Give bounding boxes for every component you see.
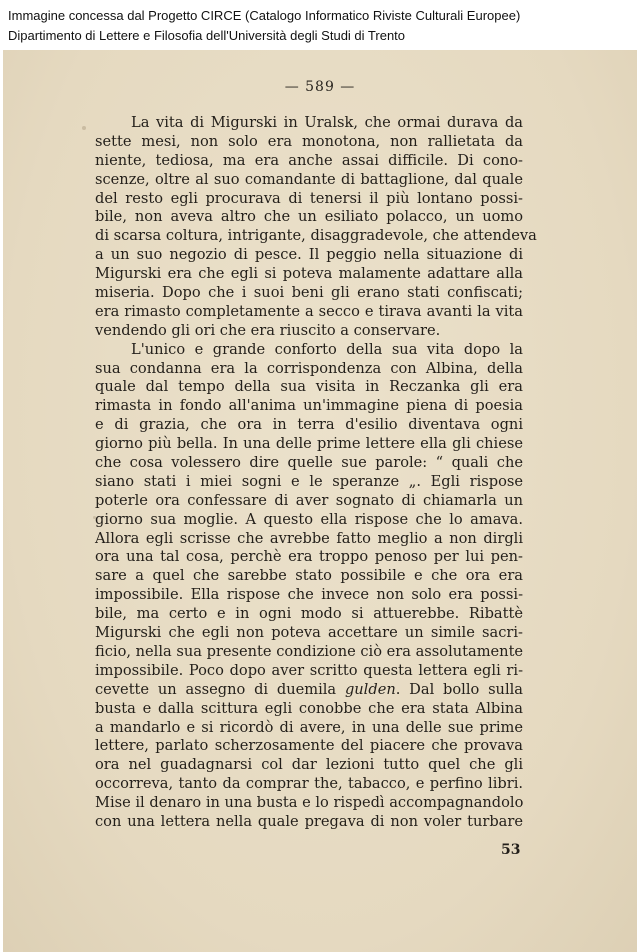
source-banner <box>0 0 640 50</box>
text-line: di scarsa coltura, intrigante, disaggradevole, che attendeva <box>95 227 537 245</box>
text-line: Mise il denaro in una busta e lo rispedì accompagnandolo <box>95 794 524 812</box>
text-line: che cosa volessero dire quelle sue parole: “ quali che <box>95 454 523 472</box>
text-line: La vita di Migurski in Uralsk, che ormai durava da <box>131 114 523 131</box>
text-line: con una lettera nella quale pregava di non voler turbare <box>95 812 523 830</box>
page-footer-number: 53 <box>501 842 521 858</box>
text-line: quale dal tempo della sua visita in Reczanka gli era <box>95 378 523 396</box>
text-line: ora una tal cosa, perchè era troppo penoso per lui pen- <box>95 548 523 566</box>
text-line: sare a quel che sarebbe stato possibile e che ora era <box>95 567 523 585</box>
text-segment: cevette un assegno di duemila <box>95 680 337 698</box>
text-line: busta e dalla scittura egli conobbe che era stata Albina <box>95 699 523 717</box>
text-line: scenze, oltre al suo comandante di battaglione, dal quale <box>95 170 523 188</box>
text-line: L'unico e grande conforto della sua vita dopo la <box>131 340 523 358</box>
text-line-with-italic <box>95 681 523 700</box>
banner-line-2: Dipartimento di Lettere e Filosofia dell'Università degli Studi di Trento <box>8 28 406 43</box>
scanned-page <box>3 50 637 952</box>
text-line: niente, tediosa, ma era anche assai difficile. Di cono- <box>95 151 523 169</box>
text-line: bile, non aveva altro che un esiliato polacco, un uomo <box>95 208 523 226</box>
text-line: lettere, parlato scherzosamente del piacere che provava <box>95 737 523 755</box>
text-line: Allora egli scrisse che avrebbe fatto meglio a non dirgli <box>95 529 523 547</box>
italic-word: gulden <box>344 680 396 698</box>
text-line: Migurski era che egli si poteva malamente adattare alla <box>95 265 523 283</box>
text-line: bile, ma certo e in ogni modo si attuerebbe. Ribattè <box>95 605 523 623</box>
text-line: ora nel guadagnarsi col dar lezioni tutto quel che gli <box>95 756 523 774</box>
text-line: poterle ora confessare di aver sognato di chiamarla un <box>95 491 523 509</box>
text-line: occorreva, tanto da comprar the, tabacco, e perfino libri. <box>95 775 523 793</box>
text-line: siano stati i miei sogni e le speranze „. Egli rispose <box>95 472 523 490</box>
text-line: e di grazia, che ora in terra d'esilio diventava ogni <box>95 416 523 434</box>
text-line: impossibile. Poco dopo aver scritto questa lettera egli ri- <box>95 661 523 679</box>
text-line: era rimasto completamente a secco e tirava avanti la vita <box>95 302 523 320</box>
body-text <box>95 114 537 832</box>
text-line: del resto egli procurava di tenersi il più lontano possi- <box>95 189 523 207</box>
text-line: vendendo gli ori che era riuscito a conservare. <box>95 321 441 339</box>
text-line: giorno più bella. In una delle prime lettere ella gli chiese <box>95 435 523 453</box>
text-line: giorno sua moglie. A questo ella rispose che lo amava. <box>95 510 523 528</box>
text-line: impossibile. Ella rispose che invece non solo era possi- <box>95 586 523 604</box>
text-line: a un suo negozio di pesce. Il peggio nella situazione di <box>95 246 523 264</box>
text-segment: . Dal bollo sulla <box>395 680 523 698</box>
text-line: a mandarlo e si ricordò di avere, in una delle sue prime <box>95 718 523 736</box>
text-line: sette mesi, non solo era monotona, non rallietata da <box>95 132 523 150</box>
text-line: miseria. Dopo che i suoi beni gli erano stati confiscati; <box>95 284 523 302</box>
banner-line-1: Immagine concessa dal Progetto CIRCE (Catalogo Informatico Riviste Culturali Europee) <box>8 8 521 23</box>
page-header-number: — 589 — <box>284 79 356 95</box>
text-line: Migurski che egli non poteva accettare un simile sacri- <box>95 624 523 642</box>
text-line: ficio, nella sua presente condizione ciò era assolutamente <box>95 642 524 660</box>
text-line: rimasta in fondo all'anima un'immagine piena di poesia <box>95 397 523 415</box>
ink-speck <box>82 126 86 130</box>
text-line: sua condanna era la corrispondenza con Albina, della <box>95 359 523 377</box>
